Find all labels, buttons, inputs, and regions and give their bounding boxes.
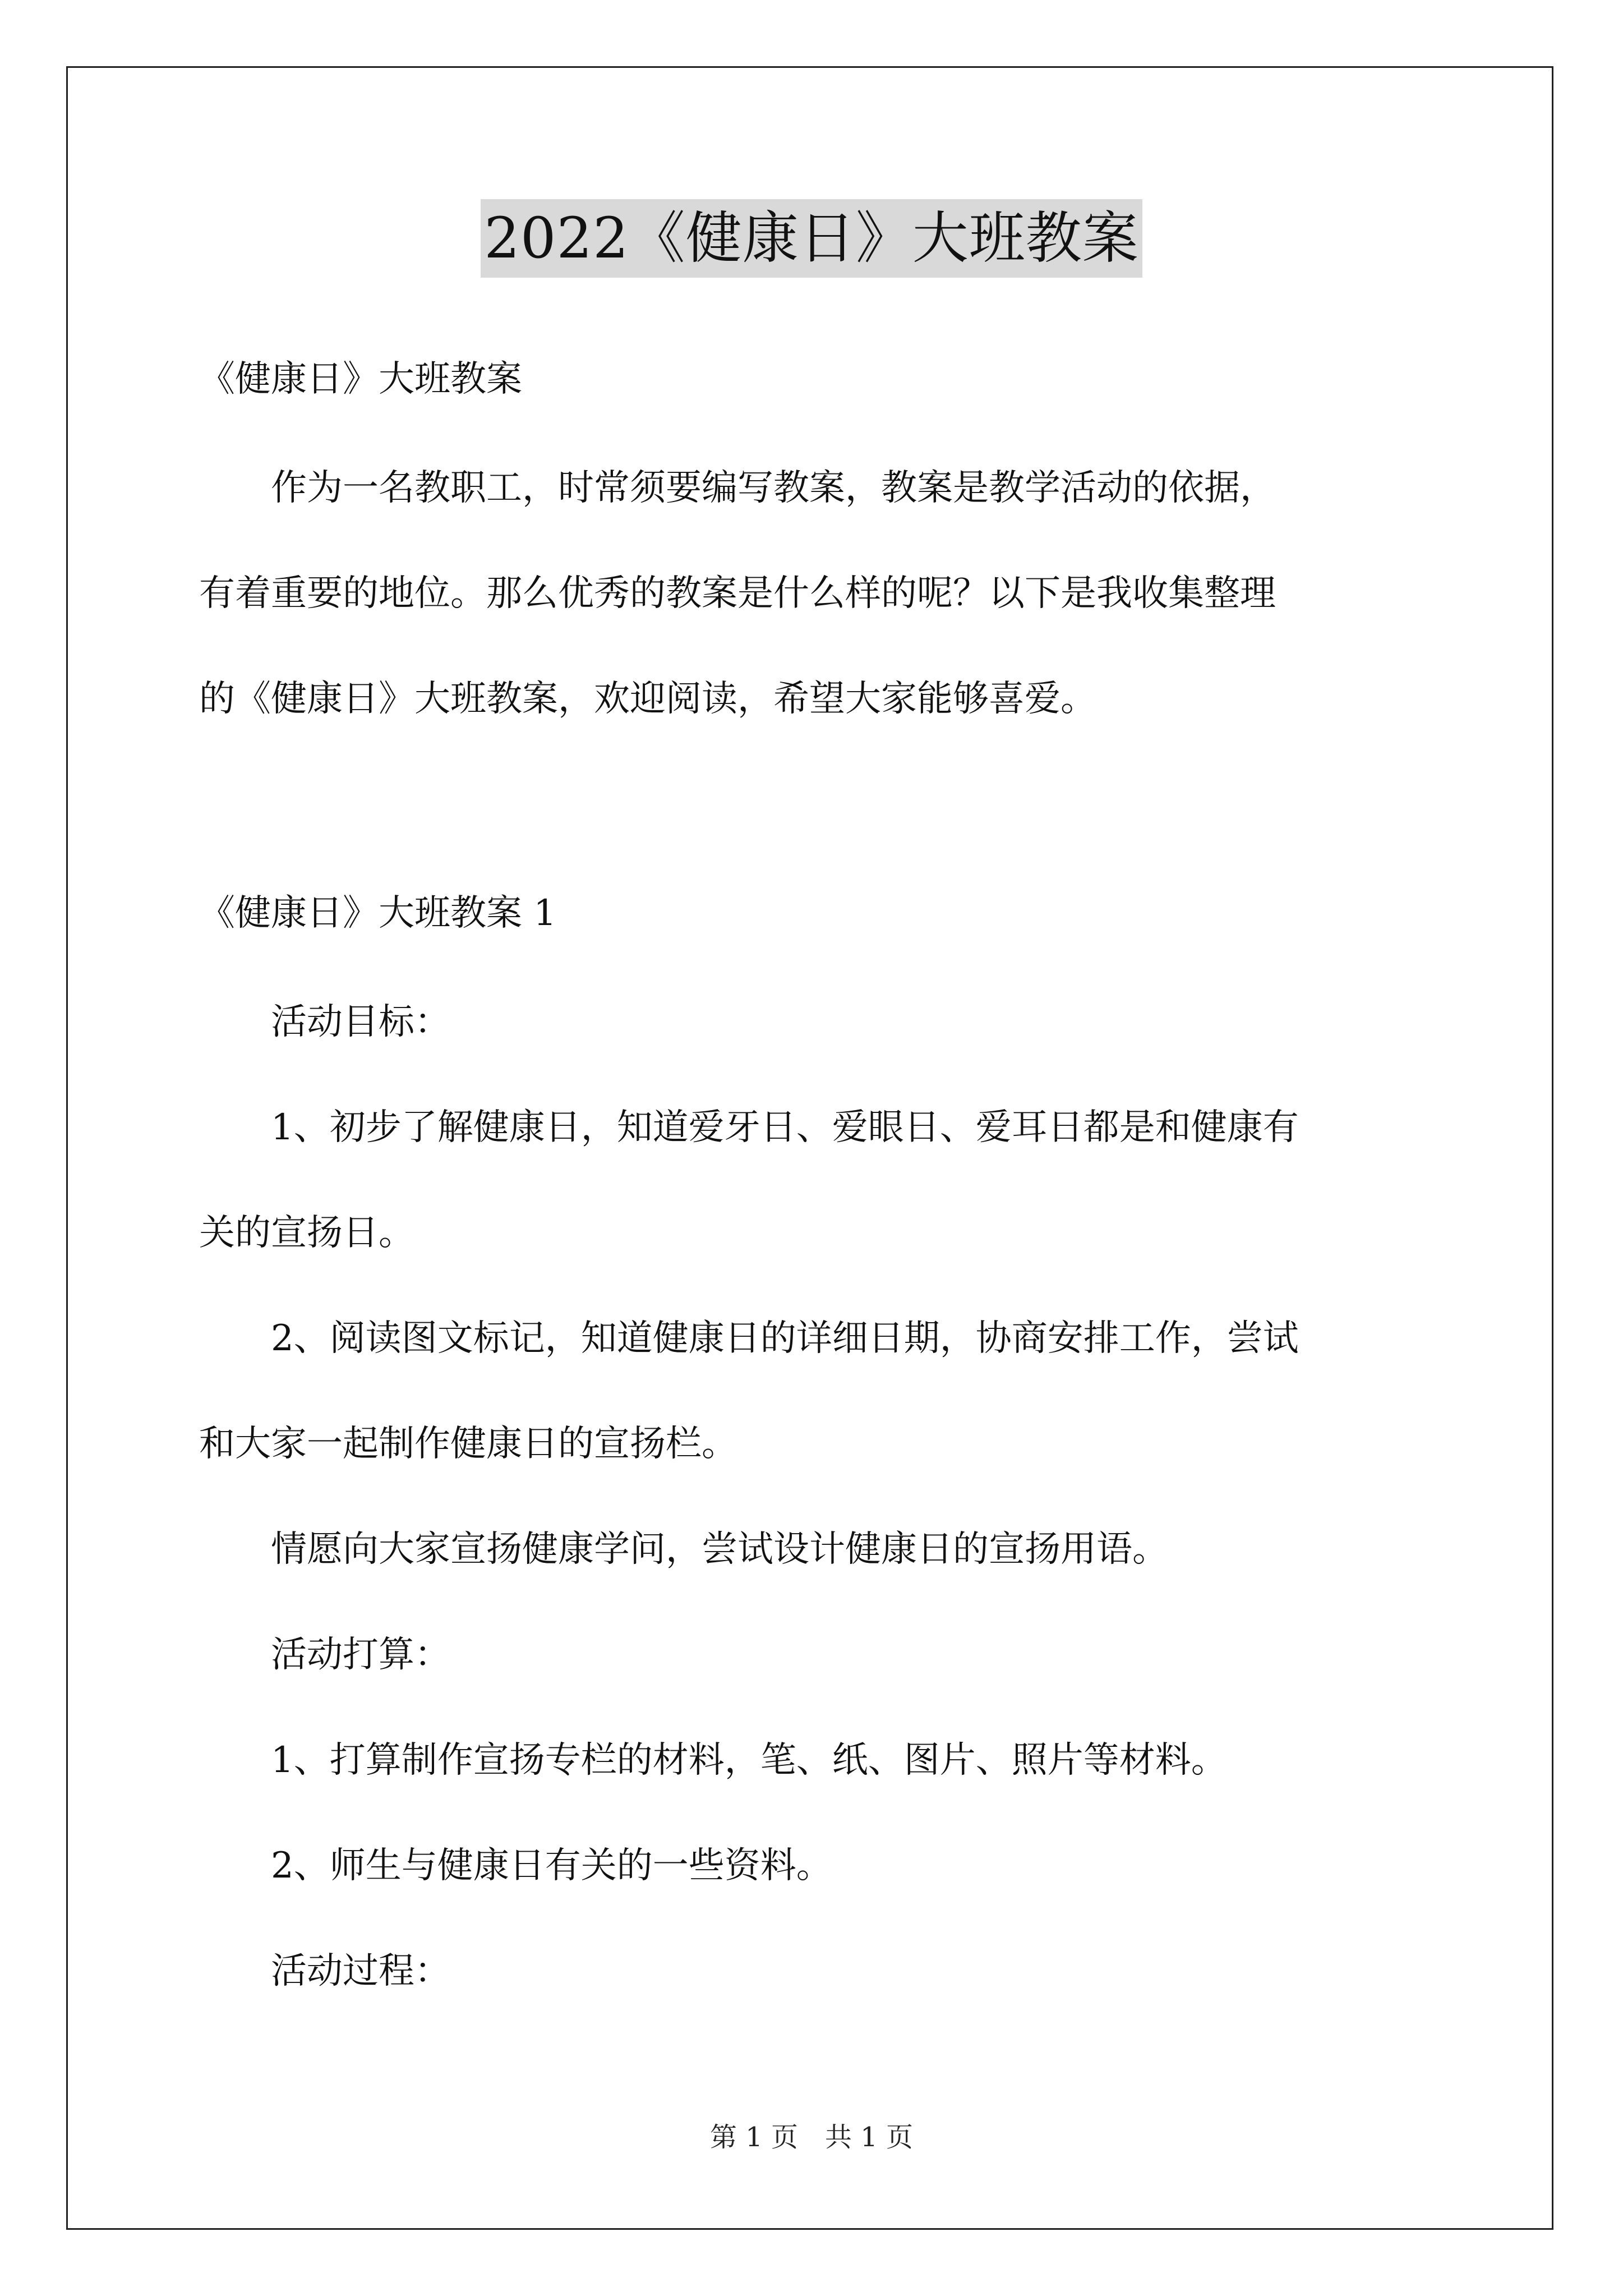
paragraph-line: 2、阅读图文标记，知道健康日的详细日期，协商安排工作，尝试 (199, 1318, 1299, 1359)
paragraph-line: 和大家一起制作健康日的宣扬栏。 (199, 1423, 737, 1465)
paragraph-line: 1、初步了解健康日，知道爱牙日、爱眼日、爱耳日都是和健康有 (199, 1107, 1299, 1148)
page-footer: 第 1 页 共 1 页 (709, 2122, 914, 2153)
paragraph-line: 1、打算制作宣扬专栏的材料，笔、纸、图片、照片等材料。 (199, 1740, 1227, 1781)
section-heading: 《健康日》大班教案 1 (199, 892, 557, 934)
paragraph-line: 2、师生与健康日有关的一些资料。 (199, 1845, 832, 1887)
paragraph-line: 的《健康日》大班教案，欢迎阅读，希望大家能够喜爱。 (199, 678, 1096, 720)
paragraph-line: 关的宣扬日。 (199, 1212, 414, 1254)
paragraph-line: 有着重要的地位。那么优秀的教案是什么样的呢？以下是我收集整理 (199, 573, 1276, 614)
paragraph-line: 活动过程： (199, 1950, 450, 1992)
paragraph-line: 情愿向大家宣扬健康学问，尝试设计健康日的宣扬用语。 (199, 1529, 1168, 1570)
document-title: 2022《健康日》大班教案 (481, 199, 1142, 278)
title-container (0, 199, 1623, 278)
paragraph-line: 活动打算： (199, 1634, 450, 1676)
subtitle-line: 《健康日》大班教案 (199, 358, 522, 400)
paragraph-line: 作为一名教职工，时常须要编写教案，教案是教学活动的依据， (199, 467, 1276, 509)
paragraph-line: 活动目标： (199, 1001, 450, 1043)
